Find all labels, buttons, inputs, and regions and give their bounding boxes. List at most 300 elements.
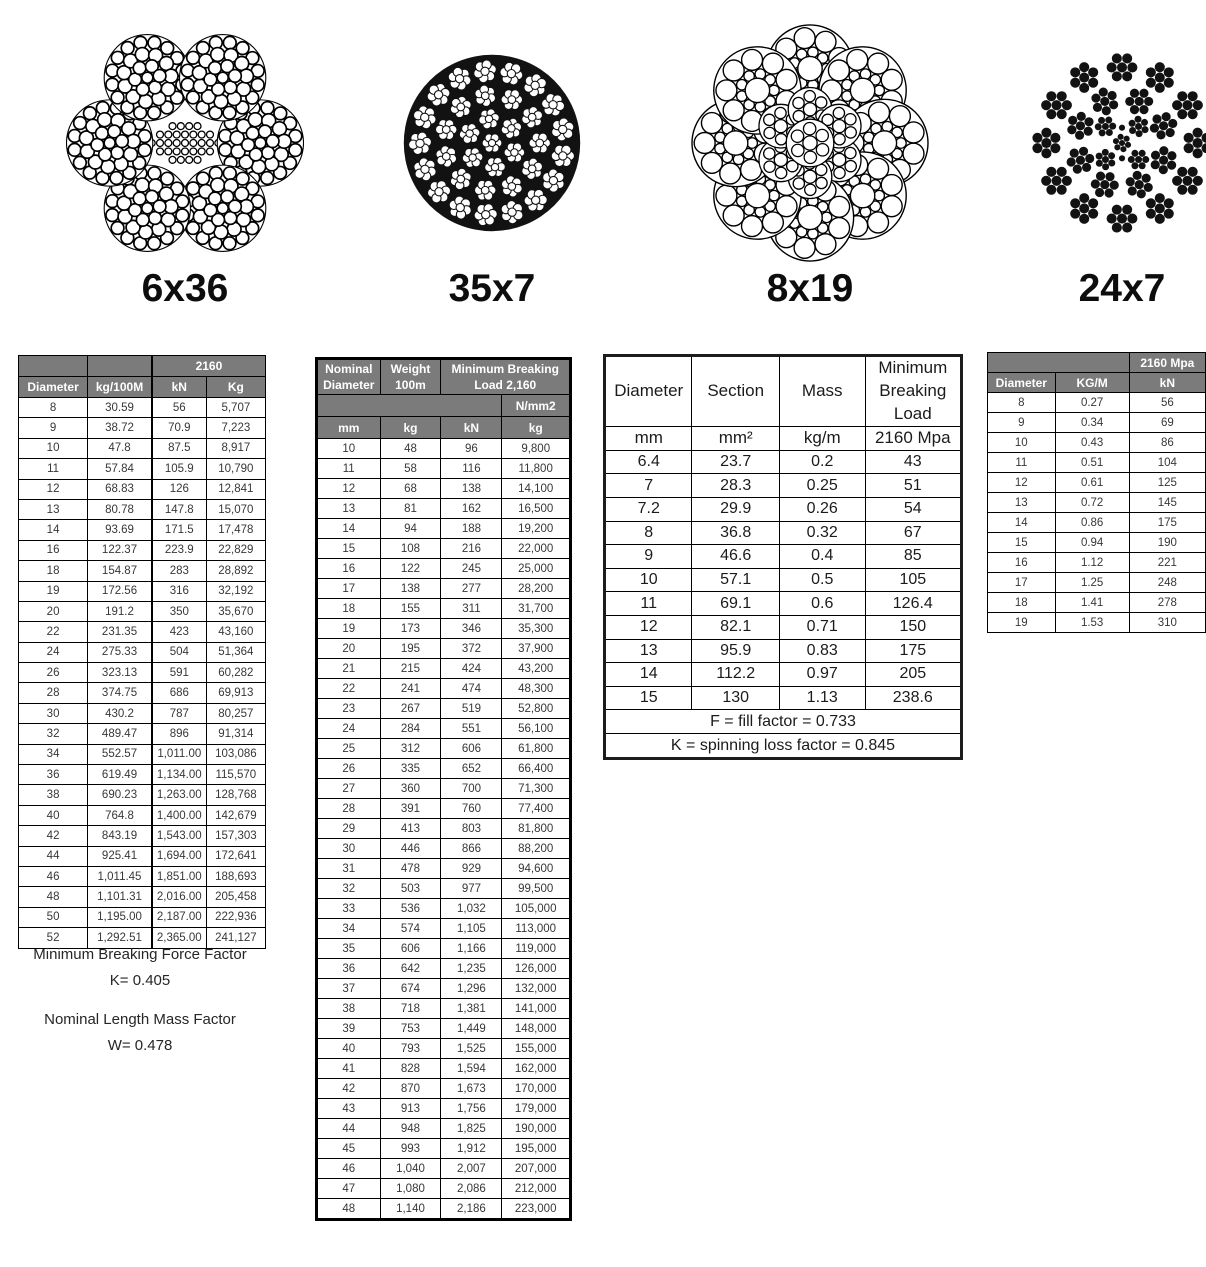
- table-cell: 977: [441, 879, 502, 899]
- table-cell: 50: [19, 907, 88, 927]
- table-cell: 312: [380, 739, 441, 759]
- table-cell: 642: [380, 959, 441, 979]
- table-header-cell: kg: [380, 417, 441, 439]
- table-cell: 48: [317, 1199, 381, 1220]
- table-cell: 13: [19, 499, 88, 519]
- table-cell: 155: [380, 599, 441, 619]
- table-cell: 2,365.00: [152, 928, 206, 948]
- table-cell: 10: [317, 439, 381, 459]
- table-cell: 39: [317, 1019, 381, 1039]
- table-cell: 82.1: [692, 615, 779, 639]
- table-footer-row: [605, 710, 962, 734]
- table-cell: 764.8: [88, 805, 152, 825]
- table-header-cell: Kg: [206, 377, 265, 398]
- table-cell: 245: [441, 559, 502, 579]
- table-cell: 108: [380, 539, 441, 559]
- table-row: [317, 719, 571, 739]
- table-cell: 85: [865, 545, 961, 569]
- table-cell: 56: [1129, 393, 1205, 413]
- table-cell: 896: [152, 724, 206, 744]
- table-cell: 191.2: [88, 601, 152, 621]
- table-cell: 15: [317, 539, 381, 559]
- table-header-cell: 2160 Mpa: [865, 426, 961, 450]
- table-cell: 446: [380, 839, 441, 859]
- table-row: [317, 1099, 571, 1119]
- table-row: [988, 493, 1206, 513]
- table-cell: 150: [865, 615, 961, 639]
- table-row: [19, 398, 266, 418]
- table-cell: 61,800: [502, 739, 571, 759]
- table-cell: 27: [317, 779, 381, 799]
- table-cell: 18: [988, 593, 1056, 613]
- table-cell: 7: [605, 474, 692, 498]
- table-row: [19, 622, 266, 642]
- table-row: [317, 1059, 571, 1079]
- table-cell: 46: [317, 1159, 381, 1179]
- table-cell: 24: [19, 642, 88, 662]
- spec-table-6x36-container: [18, 355, 266, 949]
- table-cell: 212,000: [502, 1179, 571, 1199]
- table-cell: 1,235: [441, 959, 502, 979]
- table-cell: 284: [380, 719, 441, 739]
- table-cell: 1,673: [441, 1079, 502, 1099]
- table-cell: 68: [380, 479, 441, 499]
- table-cell: 0.43: [1055, 433, 1129, 453]
- table-cell: 32: [317, 879, 381, 899]
- table-cell: 81: [380, 499, 441, 519]
- table-row: [19, 866, 266, 886]
- table-cell: 652: [441, 759, 502, 779]
- table-row: [317, 439, 571, 459]
- length-mass-factor-title: Nominal Length Mass Factor: [44, 1011, 236, 1028]
- table-header-cell: [88, 356, 152, 377]
- table-cell: 1,166: [441, 939, 502, 959]
- table-cell: 52: [19, 928, 88, 948]
- table-cell: 105,000: [502, 899, 571, 919]
- table-cell: 0.61: [1055, 473, 1129, 493]
- table-row: [317, 1179, 571, 1199]
- table-row: [317, 499, 571, 519]
- rope-label-6x36: 6x36: [141, 267, 229, 310]
- table-row: [988, 433, 1206, 453]
- table-cell: 8: [988, 393, 1056, 413]
- table-cell: 283: [152, 561, 206, 581]
- table-cell: 190: [1129, 533, 1205, 553]
- table-cell: 42: [19, 826, 88, 846]
- table-cell: 2,007: [441, 1159, 502, 1179]
- table-cell: 171.5: [152, 520, 206, 540]
- table-cell: 17: [988, 573, 1056, 593]
- table-cell: 88,200: [502, 839, 571, 859]
- rope-cross-section-24x7-image: [1014, 35, 1206, 251]
- table-header-cell: [988, 353, 1130, 373]
- table-header-cell: Minimum Breaking Load: [865, 356, 961, 427]
- table-row: [317, 539, 571, 559]
- table-cell: 34: [19, 744, 88, 764]
- table-row: [19, 520, 266, 540]
- table-cell: 41: [317, 1059, 381, 1079]
- table-cell: 1,449: [441, 1019, 502, 1039]
- table-cell: 52,800: [502, 699, 571, 719]
- table-cell: 1,525: [441, 1039, 502, 1059]
- table-cell: 126: [152, 479, 206, 499]
- table-row: [605, 545, 962, 569]
- table-cell: 0.97: [779, 663, 865, 687]
- spec-table-8x19-container: [603, 354, 963, 760]
- table-cell: 18: [19, 561, 88, 581]
- table-cell: 28: [317, 799, 381, 819]
- table-row: [19, 683, 266, 703]
- table-cell: 142,679: [206, 805, 265, 825]
- table-cell: 0.51: [1055, 453, 1129, 473]
- table-cell: 170,000: [502, 1079, 571, 1099]
- table-cell: 94,600: [502, 859, 571, 879]
- table-cell: 2,086: [441, 1179, 502, 1199]
- table-cell: 138: [380, 579, 441, 599]
- rope-figure-6x36: [55, 20, 315, 311]
- table-cell: 1,011.00: [152, 744, 206, 764]
- table-cell: 0.2: [779, 450, 865, 474]
- table-cell: 57.1: [692, 568, 779, 592]
- table-row: [317, 1019, 571, 1039]
- table-cell: 9: [988, 413, 1056, 433]
- table-cell: 7,223: [206, 418, 265, 438]
- table-row: [317, 639, 571, 659]
- table-cell: 145: [1129, 493, 1205, 513]
- table-cell: 690.23: [88, 785, 152, 805]
- table-cell: 44: [317, 1119, 381, 1139]
- table-cell: 155,000: [502, 1039, 571, 1059]
- table-cell: 18: [317, 599, 381, 619]
- table-cell: 40: [317, 1039, 381, 1059]
- table-cell: 70.9: [152, 418, 206, 438]
- table-cell: 606: [441, 739, 502, 759]
- table-row: [317, 659, 571, 679]
- table-cell: 94: [380, 519, 441, 539]
- table-cell: 1,263.00: [152, 785, 206, 805]
- table-header-cell: N/mm2: [502, 395, 571, 417]
- table-cell: 2,186: [441, 1199, 502, 1220]
- table-cell: 162: [441, 499, 502, 519]
- table-cell: 38: [19, 785, 88, 805]
- table-cell: 1,040: [380, 1159, 441, 1179]
- rope-diagram-box: [992, 20, 1206, 265]
- table-header-cell: Weight 100m: [380, 359, 441, 395]
- table-row: [19, 805, 266, 825]
- rope-figure-35x7: [362, 20, 622, 311]
- table-cell: 1,694.00: [152, 846, 206, 866]
- table-cell: 43,200: [502, 659, 571, 679]
- table-cell: 15: [605, 686, 692, 710]
- table-cell: 474: [441, 679, 502, 699]
- table-header-cell: kN: [1129, 373, 1205, 393]
- table-row: [988, 513, 1206, 533]
- table-row: [317, 839, 571, 859]
- table-row: [19, 601, 266, 621]
- table-cell: 9,800: [502, 439, 571, 459]
- table-cell: 31,700: [502, 599, 571, 619]
- table-cell: 172,641: [206, 846, 265, 866]
- table-cell: 30: [317, 839, 381, 859]
- table-cell: 360: [380, 779, 441, 799]
- table-header-row: [19, 377, 266, 398]
- table-row: [19, 438, 266, 458]
- table-cell: 67: [865, 521, 961, 545]
- table-cell: 424: [441, 659, 502, 679]
- table-row: [605, 686, 962, 710]
- table-row: [19, 703, 266, 723]
- table-cell: 278: [1129, 593, 1205, 613]
- table-row: [605, 663, 962, 687]
- breaking-force-factor-title: Minimum Breaking Force Factor: [33, 946, 247, 963]
- table-cell: 536: [380, 899, 441, 919]
- table-row: [317, 959, 571, 979]
- rope-cross-section-8x19-image: [691, 24, 929, 262]
- table-header-cell: kN: [441, 417, 502, 439]
- table-cell: 1,296: [441, 979, 502, 999]
- table-row: [317, 459, 571, 479]
- table-row: [317, 1119, 571, 1139]
- table-row: [317, 519, 571, 539]
- table-header-cell: Minimum Breaking Load 2,160: [441, 359, 571, 395]
- table-cell: 0.5: [779, 568, 865, 592]
- table-cell: 275.33: [88, 642, 152, 662]
- table-cell: 619.49: [88, 765, 152, 785]
- table-cell: 0.25: [779, 474, 865, 498]
- table-cell: 42: [317, 1079, 381, 1099]
- table-cell: 28,892: [206, 561, 265, 581]
- table-cell: 25: [317, 739, 381, 759]
- table-cell: 10: [19, 438, 88, 458]
- table-cell: 68.83: [88, 479, 152, 499]
- table-cell: 147.8: [152, 499, 206, 519]
- table-cell: 0.4: [779, 545, 865, 569]
- rope-label-8x19: 8x19: [766, 267, 854, 310]
- table-cell: 1,101.31: [88, 887, 152, 907]
- table-cell: 20: [19, 601, 88, 621]
- table-cell: 19: [317, 619, 381, 639]
- table-cell: 223,000: [502, 1199, 571, 1220]
- table-row: [19, 499, 266, 519]
- table-cell: 423: [152, 622, 206, 642]
- table-cell: 19,200: [502, 519, 571, 539]
- table-header-cell: Diameter: [19, 377, 88, 398]
- table-cell: 122.37: [88, 540, 152, 560]
- table-cell: 16: [988, 553, 1056, 573]
- table-cell: 37,900: [502, 639, 571, 659]
- table-cell: 1,080: [380, 1179, 441, 1199]
- table-row: [317, 999, 571, 1019]
- table-cell: 38: [317, 999, 381, 1019]
- table-cell: 36: [317, 959, 381, 979]
- table-cell: 1,381: [441, 999, 502, 1019]
- table-cell: 51,364: [206, 642, 265, 662]
- table-row: [19, 765, 266, 785]
- table-row: [317, 799, 571, 819]
- table-cell: 125: [1129, 473, 1205, 493]
- table-cell: 238.6: [865, 686, 961, 710]
- table-cell: 13: [317, 499, 381, 519]
- table-cell: 391: [380, 799, 441, 819]
- table-row: [19, 907, 266, 927]
- table-cell: 478: [380, 859, 441, 879]
- table-row: [19, 785, 266, 805]
- table-cell: 126.4: [865, 592, 961, 616]
- table-cell: 1.13: [779, 686, 865, 710]
- table-row: [19, 887, 266, 907]
- table-cell: 0.34: [1055, 413, 1129, 433]
- breaking-force-factor-value: K= 0.405: [109, 972, 171, 989]
- table-cell: 122: [380, 559, 441, 579]
- table-cell: 503: [380, 879, 441, 899]
- table-row: [988, 393, 1206, 413]
- table-cell: 35: [317, 939, 381, 959]
- table-row: [317, 619, 571, 639]
- table-cell: 10: [988, 433, 1056, 453]
- table-cell: 760: [441, 799, 502, 819]
- table-cell: 81,800: [502, 819, 571, 839]
- table-row: [317, 919, 571, 939]
- table-cell: 157,303: [206, 826, 265, 846]
- table-header-cell: mm²: [692, 426, 779, 450]
- table-cell: 870: [380, 1079, 441, 1099]
- table-cell: 866: [441, 839, 502, 859]
- table-cell: 1,851.00: [152, 866, 206, 886]
- table-cell: 175: [865, 639, 961, 663]
- table-cell: 14: [317, 519, 381, 539]
- table-header-cell: kg: [502, 417, 571, 439]
- table-cell: 753: [380, 1019, 441, 1039]
- table-cell: 0.32: [779, 521, 865, 545]
- table-cell: 31: [317, 859, 381, 879]
- table-cell: 241: [380, 679, 441, 699]
- table-row: [19, 581, 266, 601]
- table-cell: 993: [380, 1139, 441, 1159]
- table-cell: 591: [152, 663, 206, 683]
- table-cell: 606: [380, 939, 441, 959]
- table-cell: 0.26: [779, 497, 865, 521]
- table-footer-cell: K = spinning loss factor = 0.845: [605, 734, 962, 759]
- table-row: [317, 739, 571, 759]
- table-cell: 787: [152, 703, 206, 723]
- table-cell: 223.9: [152, 540, 206, 560]
- table-cell: 69: [1129, 413, 1205, 433]
- table-cell: 1.25: [1055, 573, 1129, 593]
- table-row: [988, 453, 1206, 473]
- table-cell: 113,000: [502, 919, 571, 939]
- table-cell: 551: [441, 719, 502, 739]
- table-cell: 30: [19, 703, 88, 723]
- table-cell: 36: [19, 765, 88, 785]
- table-header-cell: [19, 356, 88, 377]
- table-cell: 1,140: [380, 1199, 441, 1220]
- table-row: [605, 450, 962, 474]
- table-cell: 6.4: [605, 450, 692, 474]
- table-cell: 80.78: [88, 499, 152, 519]
- table-cell: 1,105: [441, 919, 502, 939]
- table-cell: 195: [380, 639, 441, 659]
- table-cell: 188,693: [206, 866, 265, 886]
- table-cell: 207,000: [502, 1159, 571, 1179]
- table-cell: 19: [988, 613, 1056, 633]
- table-cell: 29.9: [692, 497, 779, 521]
- table-cell: 47.8: [88, 438, 152, 458]
- table-row: [988, 533, 1206, 553]
- table-cell: 277: [441, 579, 502, 599]
- table-cell: 1,011.45: [88, 866, 152, 886]
- table-cell: 105.9: [152, 459, 206, 479]
- table-header-cell: Mass: [779, 356, 865, 427]
- spec-table-24x7-container: [987, 352, 1206, 633]
- table-header-cell: [317, 395, 502, 417]
- table-cell: 0.27: [1055, 393, 1129, 413]
- table-row: [605, 521, 962, 545]
- table-header-row: [988, 353, 1206, 373]
- table-cell: 172.56: [88, 581, 152, 601]
- table-cell: 60,282: [206, 663, 265, 683]
- table-cell: 29: [317, 819, 381, 839]
- table-header-cell: KG/M: [1055, 373, 1129, 393]
- table-cell: 11: [988, 453, 1056, 473]
- table-cell: 96: [441, 439, 502, 459]
- table-cell: 138: [441, 479, 502, 499]
- table-cell: 843.19: [88, 826, 152, 846]
- table-cell: 5,707: [206, 398, 265, 418]
- table-row: [19, 846, 266, 866]
- factors-note: [6, 946, 274, 1076]
- table-header-cell: Diameter: [605, 356, 692, 427]
- table-cell: 28,200: [502, 579, 571, 599]
- table-cell: 130: [692, 686, 779, 710]
- table-cell: 19: [19, 581, 88, 601]
- table-row: [988, 573, 1206, 593]
- table-row: [605, 592, 962, 616]
- table-cell: 674: [380, 979, 441, 999]
- table-cell: 8,917: [206, 438, 265, 458]
- table-cell: 205: [865, 663, 961, 687]
- table-row: [317, 599, 571, 619]
- table-cell: 22,000: [502, 539, 571, 559]
- table-cell: 13: [988, 493, 1056, 513]
- table-row: [317, 759, 571, 779]
- table-row: [988, 413, 1206, 433]
- spec-table-35x7-container: [315, 357, 572, 1221]
- table-cell: 32: [19, 724, 88, 744]
- table-cell: 77,400: [502, 799, 571, 819]
- table-cell: 1.53: [1055, 613, 1129, 633]
- table-header-cell: Diameter: [988, 373, 1056, 393]
- table-row: [19, 928, 266, 948]
- table-cell: 23.7: [692, 450, 779, 474]
- table-cell: 20: [317, 639, 381, 659]
- table-cell: 43,160: [206, 622, 265, 642]
- table-cell: 346: [441, 619, 502, 639]
- table-cell: 23: [317, 699, 381, 719]
- table-cell: 686: [152, 683, 206, 703]
- table-cell: 22: [317, 679, 381, 699]
- table-row: [605, 639, 962, 663]
- table-cell: 16: [317, 559, 381, 579]
- table-cell: 95.9: [692, 639, 779, 663]
- table-cell: 14,100: [502, 479, 571, 499]
- table-cell: 948: [380, 1119, 441, 1139]
- table-cell: 16: [19, 540, 88, 560]
- table-cell: 828: [380, 1059, 441, 1079]
- rope-label-24x7: 24x7: [1078, 267, 1166, 310]
- table-cell: 1,134.00: [152, 765, 206, 785]
- table-row: [317, 559, 571, 579]
- table-cell: 700: [441, 779, 502, 799]
